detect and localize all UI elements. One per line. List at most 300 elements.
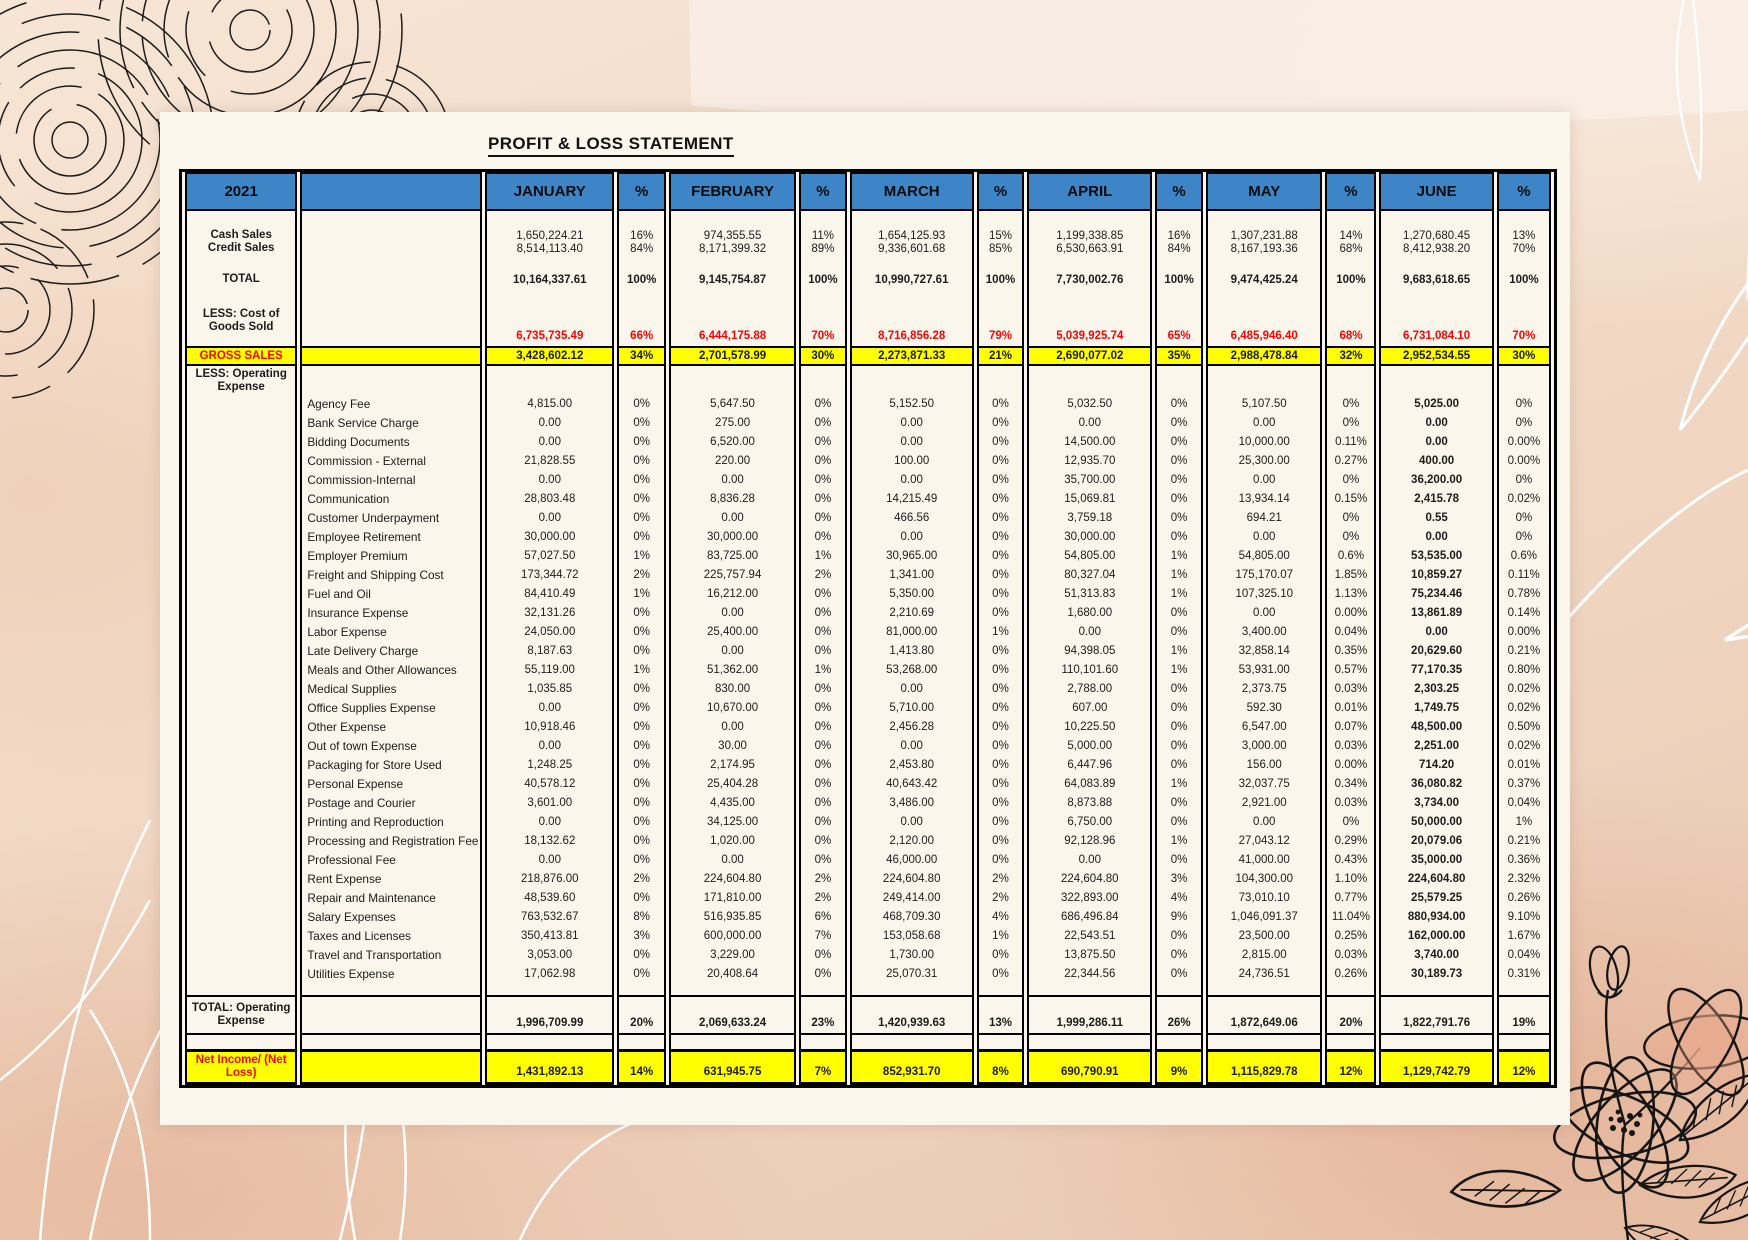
pct-cell: 0% bbox=[617, 888, 666, 907]
pct-cell: 0% bbox=[617, 850, 666, 869]
pct-cell: 1% bbox=[1155, 641, 1203, 660]
value-cell: 5,032.50 bbox=[1027, 394, 1152, 413]
value-cell: 8,716,856.28 bbox=[850, 296, 974, 346]
row-expense bbox=[185, 565, 1551, 584]
spacer-cell bbox=[1325, 983, 1376, 995]
pct-cell: 0% bbox=[1497, 508, 1551, 527]
label-cell bbox=[185, 641, 297, 660]
value-cell: 54,805.00 bbox=[1206, 546, 1322, 565]
expense-name-cell: Bidding Documents bbox=[300, 432, 482, 451]
value-cell: 0.00 bbox=[485, 812, 614, 831]
pct-cell: 23% bbox=[799, 995, 847, 1035]
value-cell: 0.00 bbox=[485, 698, 614, 717]
value-cell: 16,212.00 bbox=[669, 584, 796, 603]
value-cell: 50,000.00 bbox=[1379, 812, 1493, 831]
pct-cell: 0.01% bbox=[1325, 698, 1376, 717]
value-cell: 1,248.25 bbox=[485, 755, 614, 774]
value-cell: 0.00 bbox=[485, 508, 614, 527]
pct-cell: 8% bbox=[617, 907, 666, 926]
spacer-cell bbox=[300, 211, 482, 229]
pct-cell: 0% bbox=[799, 831, 847, 850]
month-header-february: FEBRUARY bbox=[669, 172, 796, 211]
pct-cell: 84% bbox=[1155, 242, 1203, 255]
pct-cell: 0% bbox=[799, 584, 847, 603]
pct-cell: 0% bbox=[1325, 812, 1376, 831]
row-expense bbox=[185, 622, 1551, 641]
row-expense bbox=[185, 945, 1551, 964]
expense-name-cell: Labor Expense bbox=[300, 622, 482, 641]
spacer-cell bbox=[850, 211, 974, 229]
row-expense bbox=[185, 698, 1551, 717]
value-cell: 0.00 bbox=[1206, 812, 1322, 831]
pct-cell: 0% bbox=[977, 717, 1025, 736]
pct-cell: 0% bbox=[617, 432, 666, 451]
pct-cell: 0% bbox=[799, 432, 847, 451]
pct-cell: 100% bbox=[977, 271, 1025, 288]
label-cell: LESS: Cost of Goods Sold bbox=[185, 296, 297, 346]
percent-header: % bbox=[1497, 172, 1551, 211]
pct-cell: 0.14% bbox=[1497, 603, 1551, 622]
value-cell: 81,000.00 bbox=[850, 622, 974, 641]
spacer-cell bbox=[977, 983, 1025, 995]
value-cell: 0.00 bbox=[485, 470, 614, 489]
value-cell: 4,435.00 bbox=[669, 793, 796, 812]
value-cell: 400.00 bbox=[1379, 451, 1493, 470]
value-cell: 5,025.00 bbox=[1379, 394, 1493, 413]
pct-cell: 0% bbox=[1497, 527, 1551, 546]
value-cell: 1,270,680.45 bbox=[1379, 229, 1493, 242]
pct-cell: 0.26% bbox=[1325, 964, 1376, 983]
spacer-cell bbox=[485, 211, 614, 229]
value-cell: 8,836.28 bbox=[669, 489, 796, 508]
pct-cell: 0% bbox=[799, 850, 847, 869]
spacer-cell bbox=[485, 983, 614, 995]
value-cell: 8,514,113.40 bbox=[485, 242, 614, 255]
spacer-cell bbox=[799, 255, 847, 271]
value-cell: 1,650,224.21 bbox=[485, 229, 614, 242]
pct-cell: 0% bbox=[617, 413, 666, 432]
spacer-cell bbox=[617, 1035, 666, 1049]
pct-cell: 0% bbox=[617, 489, 666, 508]
pnl-table bbox=[182, 172, 1554, 1085]
spacer-cell bbox=[1155, 288, 1203, 296]
pct-cell: 0% bbox=[617, 793, 666, 812]
value-cell: 14,215.49 bbox=[850, 489, 974, 508]
pct-cell: 0.6% bbox=[1497, 546, 1551, 565]
pct-cell: 100% bbox=[799, 271, 847, 288]
value-cell: 30,965.00 bbox=[850, 546, 974, 565]
value-cell: 218,876.00 bbox=[485, 869, 614, 888]
value-cell: 84,410.49 bbox=[485, 584, 614, 603]
pct-cell: 0% bbox=[977, 698, 1025, 717]
pct-cell: 70% bbox=[1497, 296, 1551, 346]
spacer-cell bbox=[850, 255, 974, 271]
value-cell: 1,654,125.93 bbox=[850, 229, 974, 242]
value-cell: 2,788.00 bbox=[1027, 679, 1152, 698]
percent-header: % bbox=[1325, 172, 1376, 211]
value-cell: 2,303.25 bbox=[1379, 679, 1493, 698]
value-cell: 15,069.81 bbox=[1027, 489, 1152, 508]
value-cell: 3,400.00 bbox=[1206, 622, 1322, 641]
value-cell: 13,861.89 bbox=[1379, 603, 1493, 622]
spacer-cell bbox=[1155, 983, 1203, 995]
pct-cell: 11% bbox=[799, 229, 847, 242]
spacer-cell bbox=[485, 1035, 614, 1049]
pct-cell: 100% bbox=[1497, 271, 1551, 288]
label-cell bbox=[185, 926, 297, 945]
row-gross-sales bbox=[185, 346, 1551, 366]
pct-cell: 0.00% bbox=[1325, 603, 1376, 622]
value-cell: 220.00 bbox=[669, 451, 796, 470]
value-cell: 1,413.80 bbox=[850, 641, 974, 660]
pct-cell: 20% bbox=[617, 995, 666, 1035]
pct-cell: 3% bbox=[617, 926, 666, 945]
row-expense bbox=[185, 774, 1551, 793]
value-cell: 17,062.98 bbox=[485, 964, 614, 983]
value-cell: 30,000.00 bbox=[669, 527, 796, 546]
pct-cell: 0% bbox=[1155, 793, 1203, 812]
value-cell: 852,931.70 bbox=[850, 1049, 974, 1085]
pct-cell: 13% bbox=[1497, 229, 1551, 242]
spacer-cell bbox=[1325, 1035, 1376, 1049]
label-cell bbox=[185, 964, 297, 983]
pct-cell: 0% bbox=[977, 831, 1025, 850]
value-cell: 25,400.00 bbox=[669, 622, 796, 641]
value-cell: 3,053.00 bbox=[485, 945, 614, 964]
value-cell: 54,805.00 bbox=[1027, 546, 1152, 565]
value-cell: 104,300.00 bbox=[1206, 869, 1322, 888]
spacer-cell bbox=[1155, 366, 1203, 394]
value-cell: 5,107.50 bbox=[1206, 394, 1322, 413]
row-expense bbox=[185, 926, 1551, 945]
pct-cell: 0% bbox=[799, 508, 847, 527]
pct-cell: 0.36% bbox=[1497, 850, 1551, 869]
pct-cell: 1% bbox=[977, 926, 1025, 945]
pct-cell: 0.03% bbox=[1325, 679, 1376, 698]
spacer-cell bbox=[300, 255, 482, 271]
pct-cell: 0% bbox=[977, 793, 1025, 812]
value-cell: 0.00 bbox=[669, 603, 796, 622]
value-cell: 0.00 bbox=[669, 470, 796, 489]
value-cell: 0.00 bbox=[850, 527, 974, 546]
value-cell: 2,701,578.99 bbox=[669, 346, 796, 366]
row-cash-sales bbox=[185, 229, 1551, 242]
value-cell: 1,046,091.37 bbox=[1206, 907, 1322, 926]
pct-cell: 0% bbox=[1155, 394, 1203, 413]
row-credit-sales bbox=[185, 242, 1551, 255]
spacer-cell bbox=[485, 288, 614, 296]
value-cell: 0.00 bbox=[1379, 622, 1493, 641]
pct-cell: 1% bbox=[617, 660, 666, 679]
value-cell: 48,500.00 bbox=[1379, 717, 1493, 736]
spacer-cell bbox=[977, 211, 1025, 229]
pct-cell: 0% bbox=[977, 603, 1025, 622]
label-cell bbox=[185, 508, 297, 527]
value-cell: 3,000.00 bbox=[1206, 736, 1322, 755]
label-cell bbox=[185, 470, 297, 489]
value-cell: 46,000.00 bbox=[850, 850, 974, 869]
pct-cell: 0.11% bbox=[1497, 565, 1551, 584]
spacer-cell bbox=[1206, 211, 1322, 229]
spacer-cell bbox=[185, 983, 297, 995]
expense-name-cell bbox=[300, 296, 482, 346]
pct-cell: 1.67% bbox=[1497, 926, 1551, 945]
spacer-cell bbox=[617, 366, 666, 394]
pct-cell: 0% bbox=[617, 736, 666, 755]
pct-cell: 0.21% bbox=[1497, 641, 1551, 660]
pct-cell: 0% bbox=[977, 774, 1025, 793]
expense-name-cell: Travel and Transportation bbox=[300, 945, 482, 964]
pct-cell: 0% bbox=[1155, 964, 1203, 983]
label-cell bbox=[185, 774, 297, 793]
pct-cell: 1% bbox=[1155, 546, 1203, 565]
pct-cell: 3% bbox=[1155, 869, 1203, 888]
pct-cell: 0% bbox=[1155, 812, 1203, 831]
document-page bbox=[160, 112, 1570, 1125]
pct-cell: 0.6% bbox=[1325, 546, 1376, 565]
spacer-cell bbox=[185, 288, 297, 296]
value-cell: 1,822,791.76 bbox=[1379, 995, 1493, 1035]
value-cell: 20,079.06 bbox=[1379, 831, 1493, 850]
header-row bbox=[185, 172, 1551, 211]
expense-name-cell: Rent Expense bbox=[300, 869, 482, 888]
pct-cell: 34% bbox=[617, 346, 666, 366]
value-cell: 23,500.00 bbox=[1206, 926, 1322, 945]
expense-name-cell: Late Delivery Charge bbox=[300, 641, 482, 660]
pct-cell: 0% bbox=[799, 812, 847, 831]
pct-cell: 0% bbox=[977, 584, 1025, 603]
spacer-cell bbox=[300, 366, 482, 394]
spacer-cell bbox=[977, 288, 1025, 296]
row-expense bbox=[185, 869, 1551, 888]
pct-cell: 21% bbox=[977, 346, 1025, 366]
row-expense bbox=[185, 755, 1551, 774]
row-expense bbox=[185, 641, 1551, 660]
pct-cell: 14% bbox=[617, 1049, 666, 1085]
value-cell: 34,125.00 bbox=[669, 812, 796, 831]
value-cell: 35,700.00 bbox=[1027, 470, 1152, 489]
pct-cell: 1% bbox=[1155, 774, 1203, 793]
value-cell: 22,344.56 bbox=[1027, 964, 1152, 983]
pct-cell: 0% bbox=[799, 622, 847, 641]
value-cell: 30,000.00 bbox=[485, 527, 614, 546]
pct-cell: 70% bbox=[799, 296, 847, 346]
label-cell bbox=[185, 698, 297, 717]
value-cell: 73,010.10 bbox=[1206, 888, 1322, 907]
pct-cell: 0% bbox=[1325, 470, 1376, 489]
value-cell: 686,496.84 bbox=[1027, 907, 1152, 926]
pct-cell: 0% bbox=[799, 489, 847, 508]
pct-cell: 0.03% bbox=[1325, 793, 1376, 812]
expense-name-cell: Insurance Expense bbox=[300, 603, 482, 622]
value-cell: 28,803.48 bbox=[485, 489, 614, 508]
value-cell: 30.00 bbox=[669, 736, 796, 755]
pct-cell: 0.04% bbox=[1497, 793, 1551, 812]
percent-header: % bbox=[617, 172, 666, 211]
pct-cell: 0% bbox=[799, 736, 847, 755]
row-expense bbox=[185, 546, 1551, 565]
pct-cell: 0.77% bbox=[1325, 888, 1376, 907]
pct-cell: 0% bbox=[1325, 508, 1376, 527]
spacer-cell bbox=[1379, 983, 1493, 995]
expense-name-cell: Other Expense bbox=[300, 717, 482, 736]
value-cell: 690,790.91 bbox=[1027, 1049, 1152, 1085]
spacer-cell bbox=[850, 1035, 974, 1049]
value-cell: 6,750.00 bbox=[1027, 812, 1152, 831]
spacer-cell bbox=[1206, 255, 1322, 271]
value-cell: 51,362.00 bbox=[669, 660, 796, 679]
value-cell: 0.00 bbox=[850, 432, 974, 451]
pct-cell: 0% bbox=[617, 527, 666, 546]
value-cell: 57,027.50 bbox=[485, 546, 614, 565]
value-cell: 53,268.00 bbox=[850, 660, 974, 679]
row-total-operating-expense bbox=[185, 995, 1551, 1035]
pct-cell: 0% bbox=[617, 603, 666, 622]
expense-name-cell bbox=[300, 346, 482, 366]
spacer-cell bbox=[185, 1035, 297, 1049]
row-expense bbox=[185, 603, 1551, 622]
value-cell: 2,415.78 bbox=[1379, 489, 1493, 508]
expense-name-cell: Employer Premium bbox=[300, 546, 482, 565]
label-cell bbox=[185, 527, 297, 546]
value-cell: 30,189.73 bbox=[1379, 964, 1493, 983]
pct-cell: 85% bbox=[977, 242, 1025, 255]
row-net-income bbox=[185, 1049, 1551, 1085]
expense-name-cell: Out of town Expense bbox=[300, 736, 482, 755]
pct-cell: 0.29% bbox=[1325, 831, 1376, 850]
pct-cell: 20% bbox=[1325, 995, 1376, 1035]
value-cell: 0.00 bbox=[1379, 527, 1493, 546]
pct-cell: 84% bbox=[617, 242, 666, 255]
value-cell: 10,000.00 bbox=[1206, 432, 1322, 451]
pct-cell: 0% bbox=[617, 717, 666, 736]
value-cell: 48,539.60 bbox=[485, 888, 614, 907]
value-cell: 6,520.00 bbox=[669, 432, 796, 451]
value-cell: 2,988,478.84 bbox=[1206, 346, 1322, 366]
expense-name-cell: Office Supplies Expense bbox=[300, 698, 482, 717]
expense-name-cell: Postage and Courier bbox=[300, 793, 482, 812]
label-cell bbox=[185, 793, 297, 812]
spacer-cell bbox=[1155, 211, 1203, 229]
pct-cell: 0.11% bbox=[1325, 432, 1376, 451]
spacer-cell bbox=[185, 211, 297, 229]
label-cell bbox=[185, 679, 297, 698]
spacer-cell bbox=[617, 288, 666, 296]
pct-cell: 2.32% bbox=[1497, 869, 1551, 888]
row-expense bbox=[185, 850, 1551, 869]
percent-header: % bbox=[977, 172, 1025, 211]
pct-cell: 2% bbox=[977, 869, 1025, 888]
spacer-cell bbox=[669, 366, 796, 394]
expense-name-cell bbox=[300, 229, 482, 242]
value-cell: 0.00 bbox=[669, 850, 796, 869]
value-cell: 36,080.82 bbox=[1379, 774, 1493, 793]
spacer-cell bbox=[977, 366, 1025, 394]
spacer-cell bbox=[1497, 366, 1551, 394]
pnl-table-container bbox=[179, 169, 1557, 1088]
value-cell: 10,918.46 bbox=[485, 717, 614, 736]
expense-name-cell: Meals and Other Allowances bbox=[300, 660, 482, 679]
value-cell: 0.00 bbox=[850, 413, 974, 432]
row-expense bbox=[185, 451, 1551, 470]
pct-cell: 0% bbox=[1155, 850, 1203, 869]
value-cell: 2,453.80 bbox=[850, 755, 974, 774]
pct-cell: 0% bbox=[1155, 603, 1203, 622]
expense-name-cell: Commission - External bbox=[300, 451, 482, 470]
pct-cell: 0% bbox=[1155, 717, 1203, 736]
pct-cell: 100% bbox=[617, 271, 666, 288]
pct-cell: 7% bbox=[799, 926, 847, 945]
value-cell: 10,225.50 bbox=[1027, 717, 1152, 736]
pct-cell: 0% bbox=[1155, 432, 1203, 451]
value-cell: 974,355.55 bbox=[669, 229, 796, 242]
value-cell: 100.00 bbox=[850, 451, 974, 470]
pct-cell: 0% bbox=[799, 603, 847, 622]
label-cell bbox=[185, 622, 297, 641]
pct-cell: 68% bbox=[1325, 296, 1376, 346]
value-cell: 1,035.85 bbox=[485, 679, 614, 698]
value-cell: 763,532.67 bbox=[485, 907, 614, 926]
spacer-cell bbox=[1497, 1035, 1551, 1049]
percent-header: % bbox=[799, 172, 847, 211]
pct-cell: 0.15% bbox=[1325, 489, 1376, 508]
pct-cell: 0% bbox=[799, 470, 847, 489]
row-expense bbox=[185, 793, 1551, 812]
pct-cell: 0% bbox=[617, 774, 666, 793]
value-cell: 9,336,601.68 bbox=[850, 242, 974, 255]
label-cell: TOTAL: Operating Expense bbox=[185, 995, 297, 1035]
value-cell: 10,164,337.61 bbox=[485, 271, 614, 288]
pct-cell: 0.00% bbox=[1497, 622, 1551, 641]
value-cell: 2,456.28 bbox=[850, 717, 974, 736]
value-cell: 224,604.80 bbox=[1027, 869, 1152, 888]
pct-cell: 0% bbox=[1325, 394, 1376, 413]
expense-name-cell: Repair and Maintenance bbox=[300, 888, 482, 907]
label-cell: Cash Sales bbox=[185, 229, 297, 242]
pct-cell: 0% bbox=[977, 451, 1025, 470]
pct-cell: 26% bbox=[1155, 995, 1203, 1035]
expense-name-cell: Medical Supplies bbox=[300, 679, 482, 698]
spacer-cell bbox=[799, 366, 847, 394]
value-cell: 631,945.75 bbox=[669, 1049, 796, 1085]
row-expense bbox=[185, 812, 1551, 831]
spacer-cell bbox=[1325, 366, 1376, 394]
pct-cell: 0.57% bbox=[1325, 660, 1376, 679]
spacer-cell bbox=[1155, 255, 1203, 271]
value-cell: 1,680.00 bbox=[1027, 603, 1152, 622]
pct-cell: 0% bbox=[1155, 755, 1203, 774]
value-cell: 2,174.95 bbox=[669, 755, 796, 774]
pct-cell: 12% bbox=[1497, 1049, 1551, 1085]
value-cell: 18,132.62 bbox=[485, 831, 614, 850]
value-cell: 5,350.00 bbox=[850, 584, 974, 603]
spacer-cell bbox=[977, 255, 1025, 271]
value-cell: 171,810.00 bbox=[669, 888, 796, 907]
value-cell: 64,083.89 bbox=[1027, 774, 1152, 793]
label-cell bbox=[185, 451, 297, 470]
pct-cell: 0.07% bbox=[1325, 717, 1376, 736]
pct-cell: 89% bbox=[799, 242, 847, 255]
label-cell bbox=[185, 717, 297, 736]
value-cell: 0.00 bbox=[850, 470, 974, 489]
value-cell: 0.00 bbox=[669, 508, 796, 527]
month-header-march: MARCH bbox=[850, 172, 974, 211]
expense-name-cell: Fuel and Oil bbox=[300, 584, 482, 603]
spacer-cell bbox=[1027, 288, 1152, 296]
pct-cell: 1% bbox=[1155, 584, 1203, 603]
spacer-cell bbox=[1379, 255, 1493, 271]
spacer-cell bbox=[1325, 288, 1376, 296]
